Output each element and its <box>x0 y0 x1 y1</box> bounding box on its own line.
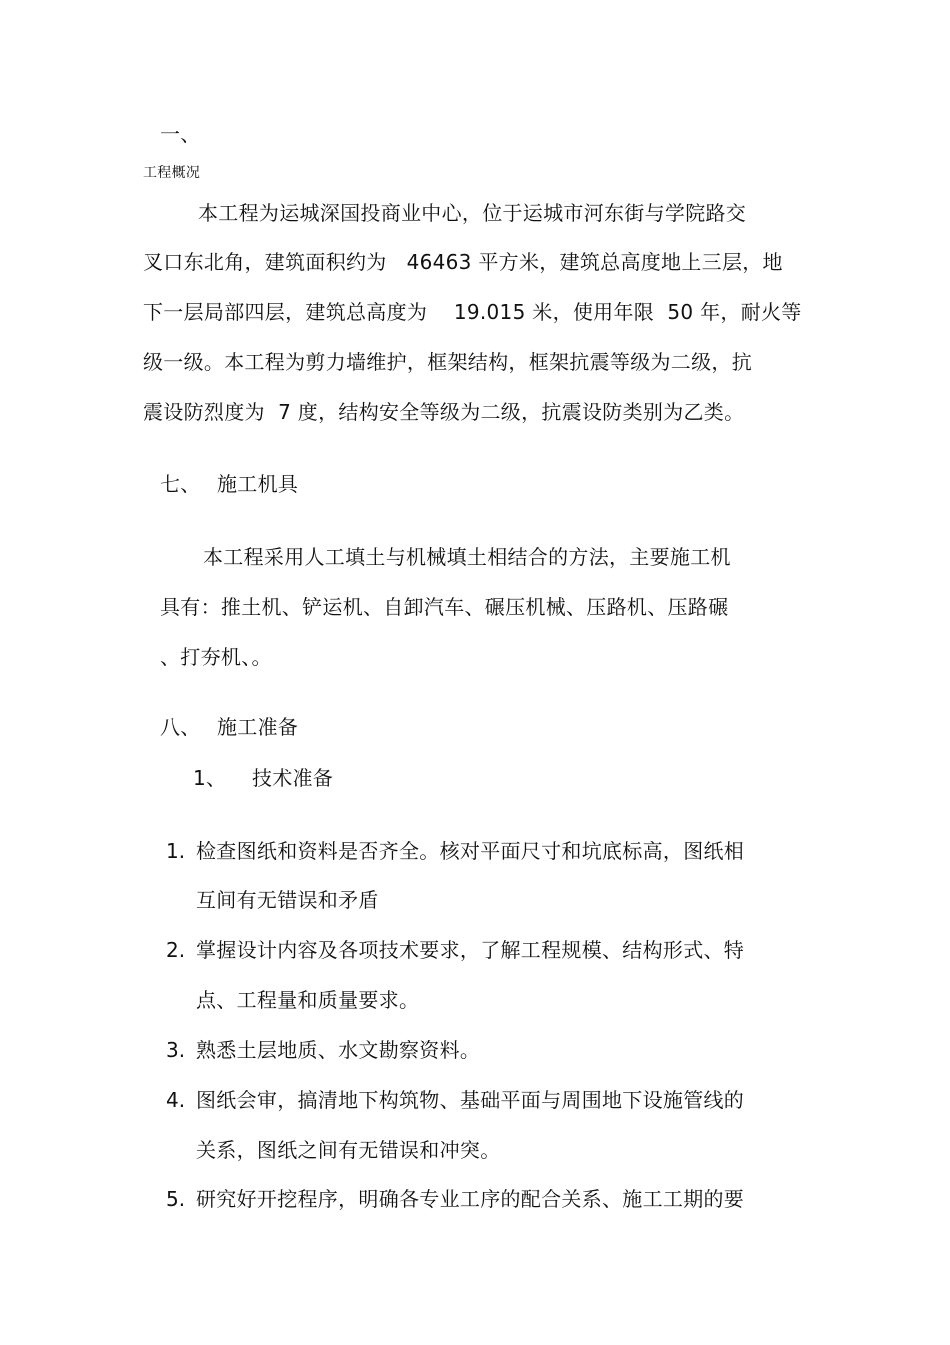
list-item-line: 检查图纸和资料是否齐全。核对平面尺寸和坑底标高，图纸相 <box>196 839 745 863</box>
section-1-paragraph-line: 叉口东北角，建筑面积约为 46463 平方米，建筑总高度地上三层，地 <box>143 250 783 274</box>
list-item-number: 1. <box>166 839 186 863</box>
list-item-line: 研究好开挖程序，明确各专业工序的配合关系、施工工期的要 <box>196 1187 745 1211</box>
list-item-number: 4. <box>166 1088 186 1112</box>
section-8-title: 施工准备 <box>217 715 299 739</box>
section-7-paragraph-line: 具有：推土机、铲运机、自卸汽车、碾压机械、压路机、压路碾 <box>160 595 729 619</box>
list-item-number: 2. <box>166 938 186 962</box>
section-1-paragraph-line: 震设防烈度为 7 度，结构安全等级为二级，抗震设防类别为乙类。 <box>143 400 745 424</box>
section-8-number: 八、 <box>160 715 201 739</box>
list-item-number: 3. <box>166 1038 186 1062</box>
section-1-title: 工程概况 <box>143 165 201 181</box>
section-7-number: 七、 <box>160 472 201 496</box>
section-7-paragraph-line: 本工程采用人工填土与机械填土相结合的方法，主要施工机 <box>203 545 731 569</box>
list-item-line: 熟悉土层地质、水文勘察资料。 <box>196 1038 481 1062</box>
section-1-paragraph-line: 级一级。本工程为剪力墙维护，框架结构，框架抗震等级为二级，抗 <box>143 350 752 374</box>
list-item-line: 掌握设计内容及各项技术要求，了解工程规模、结构形式、特 <box>196 938 745 962</box>
subsection-number: 1、 <box>193 766 227 790</box>
section-7-paragraph-line: 、打夯机、。 <box>160 645 272 669</box>
list-item-line: 互间有无错误和矛盾 <box>196 888 379 912</box>
subsection-title: 技术准备 <box>252 766 334 790</box>
section-1-number: 一、 <box>160 122 201 146</box>
section-1-paragraph-line: 下一层局部四层，建筑总高度为 19.015 米，使用年限 50 年，耐火等 <box>143 300 802 324</box>
list-item-line: 图纸会审，搞清地下构筑物、基础平面与周围地下设施管线的 <box>196 1088 745 1112</box>
section-1-paragraph-line: 本工程为运城深国投商业中心，位于运城市河东街与学院路交 <box>198 201 747 225</box>
list-item-line: 关系，图纸之间有无错误和冲突。 <box>196 1138 501 1162</box>
list-item-number: 5. <box>166 1187 186 1211</box>
list-item-line: 点、工程量和质量要求。 <box>196 988 420 1012</box>
section-7-title: 施工机具 <box>217 472 299 496</box>
